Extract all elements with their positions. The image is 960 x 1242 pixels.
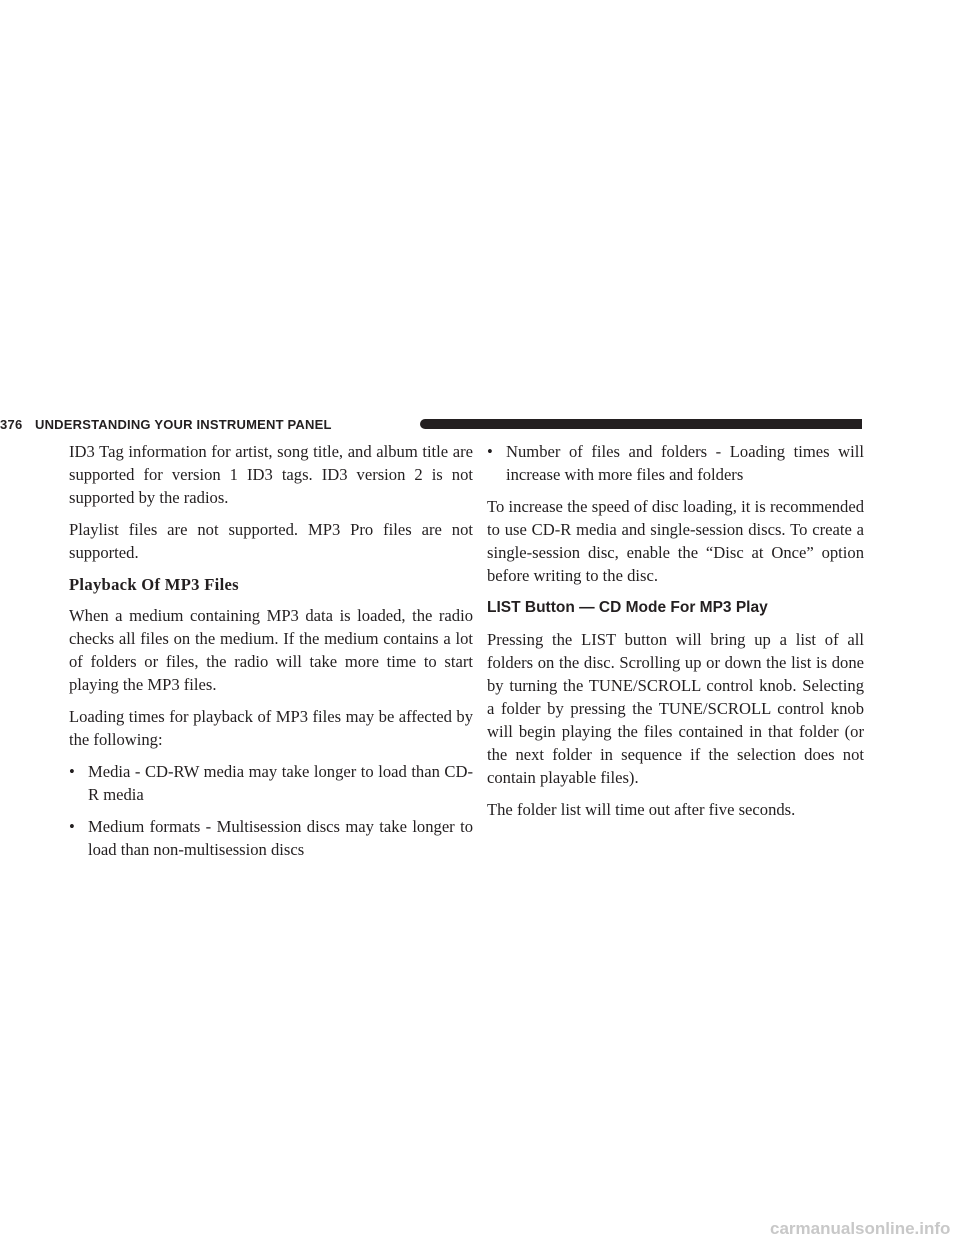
header-rule: [420, 419, 862, 429]
watermark-text: carmanualsonline.info: [770, 1219, 951, 1238]
page-header: [0, 416, 860, 434]
paragraph-id3-tags: ID3 Tag information for artist, song title, and album title are supported for version 1 ID3 tags. ID3 version 2 is not supported by the radios.: [69, 442, 473, 507]
right-column: [487, 440, 864, 830]
paragraph-folder-timeout: The folder list will time out after five seconds.: [487, 800, 796, 819]
heading-playback-mp3: Playback Of MP3 Files: [69, 575, 239, 594]
bullet-text: Number of files and folders - Loading times will increase with more files and folders: [506, 442, 864, 484]
heading-list-button: LIST Button — CD Mode For MP3 Play: [487, 599, 768, 616]
paragraph-playlist: Playlist files are not supported. MP3 Pro files are not supported.: [69, 520, 473, 562]
list-item: [487, 440, 864, 486]
bullet-icon: •: [69, 817, 75, 836]
paragraph-medium-loaded: When a medium containing MP3 data is loaded, the radio checks all files on the medium. If the medium contains a lot of folders or files, the radio will take more time to start playing the MP3 files.: [69, 606, 473, 694]
bullet-text: Media - CD-RW media may take longer to load than CD-R media: [88, 762, 473, 804]
paragraph-list-button: Pressing the LIST button will bring up a list of all folders on the disc. Scrolling up or down the list is done by turning the TUNE/SCROLL control knob. Selecting a folder by pressing the TUNE/SCROLL control knob will begin playing the files contained in that folder (or the next folder in sequence if the selection does not contain playable files).: [487, 630, 864, 787]
bullet-text: Medium formats - Multisession discs may take longer to load than non-multisession discs: [88, 817, 473, 859]
bullet-icon: •: [69, 762, 75, 781]
bullet-icon: •: [487, 442, 493, 461]
page-number: 376: [0, 417, 23, 432]
list-item: [69, 815, 473, 861]
paragraph-loading-times: Loading times for playback of MP3 files may be affected by the following:: [69, 707, 473, 749]
list-item: [69, 760, 473, 806]
section-title: UNDERSTANDING YOUR INSTRUMENT PANEL: [35, 417, 332, 432]
left-column: [69, 440, 473, 870]
paragraph-disc-loading: To increase the speed of disc loading, it is recommended to use CD-R media and single-session discs. To create a single-session disc, enable the “Disc at Once” option before writing to the disc.: [487, 497, 864, 585]
